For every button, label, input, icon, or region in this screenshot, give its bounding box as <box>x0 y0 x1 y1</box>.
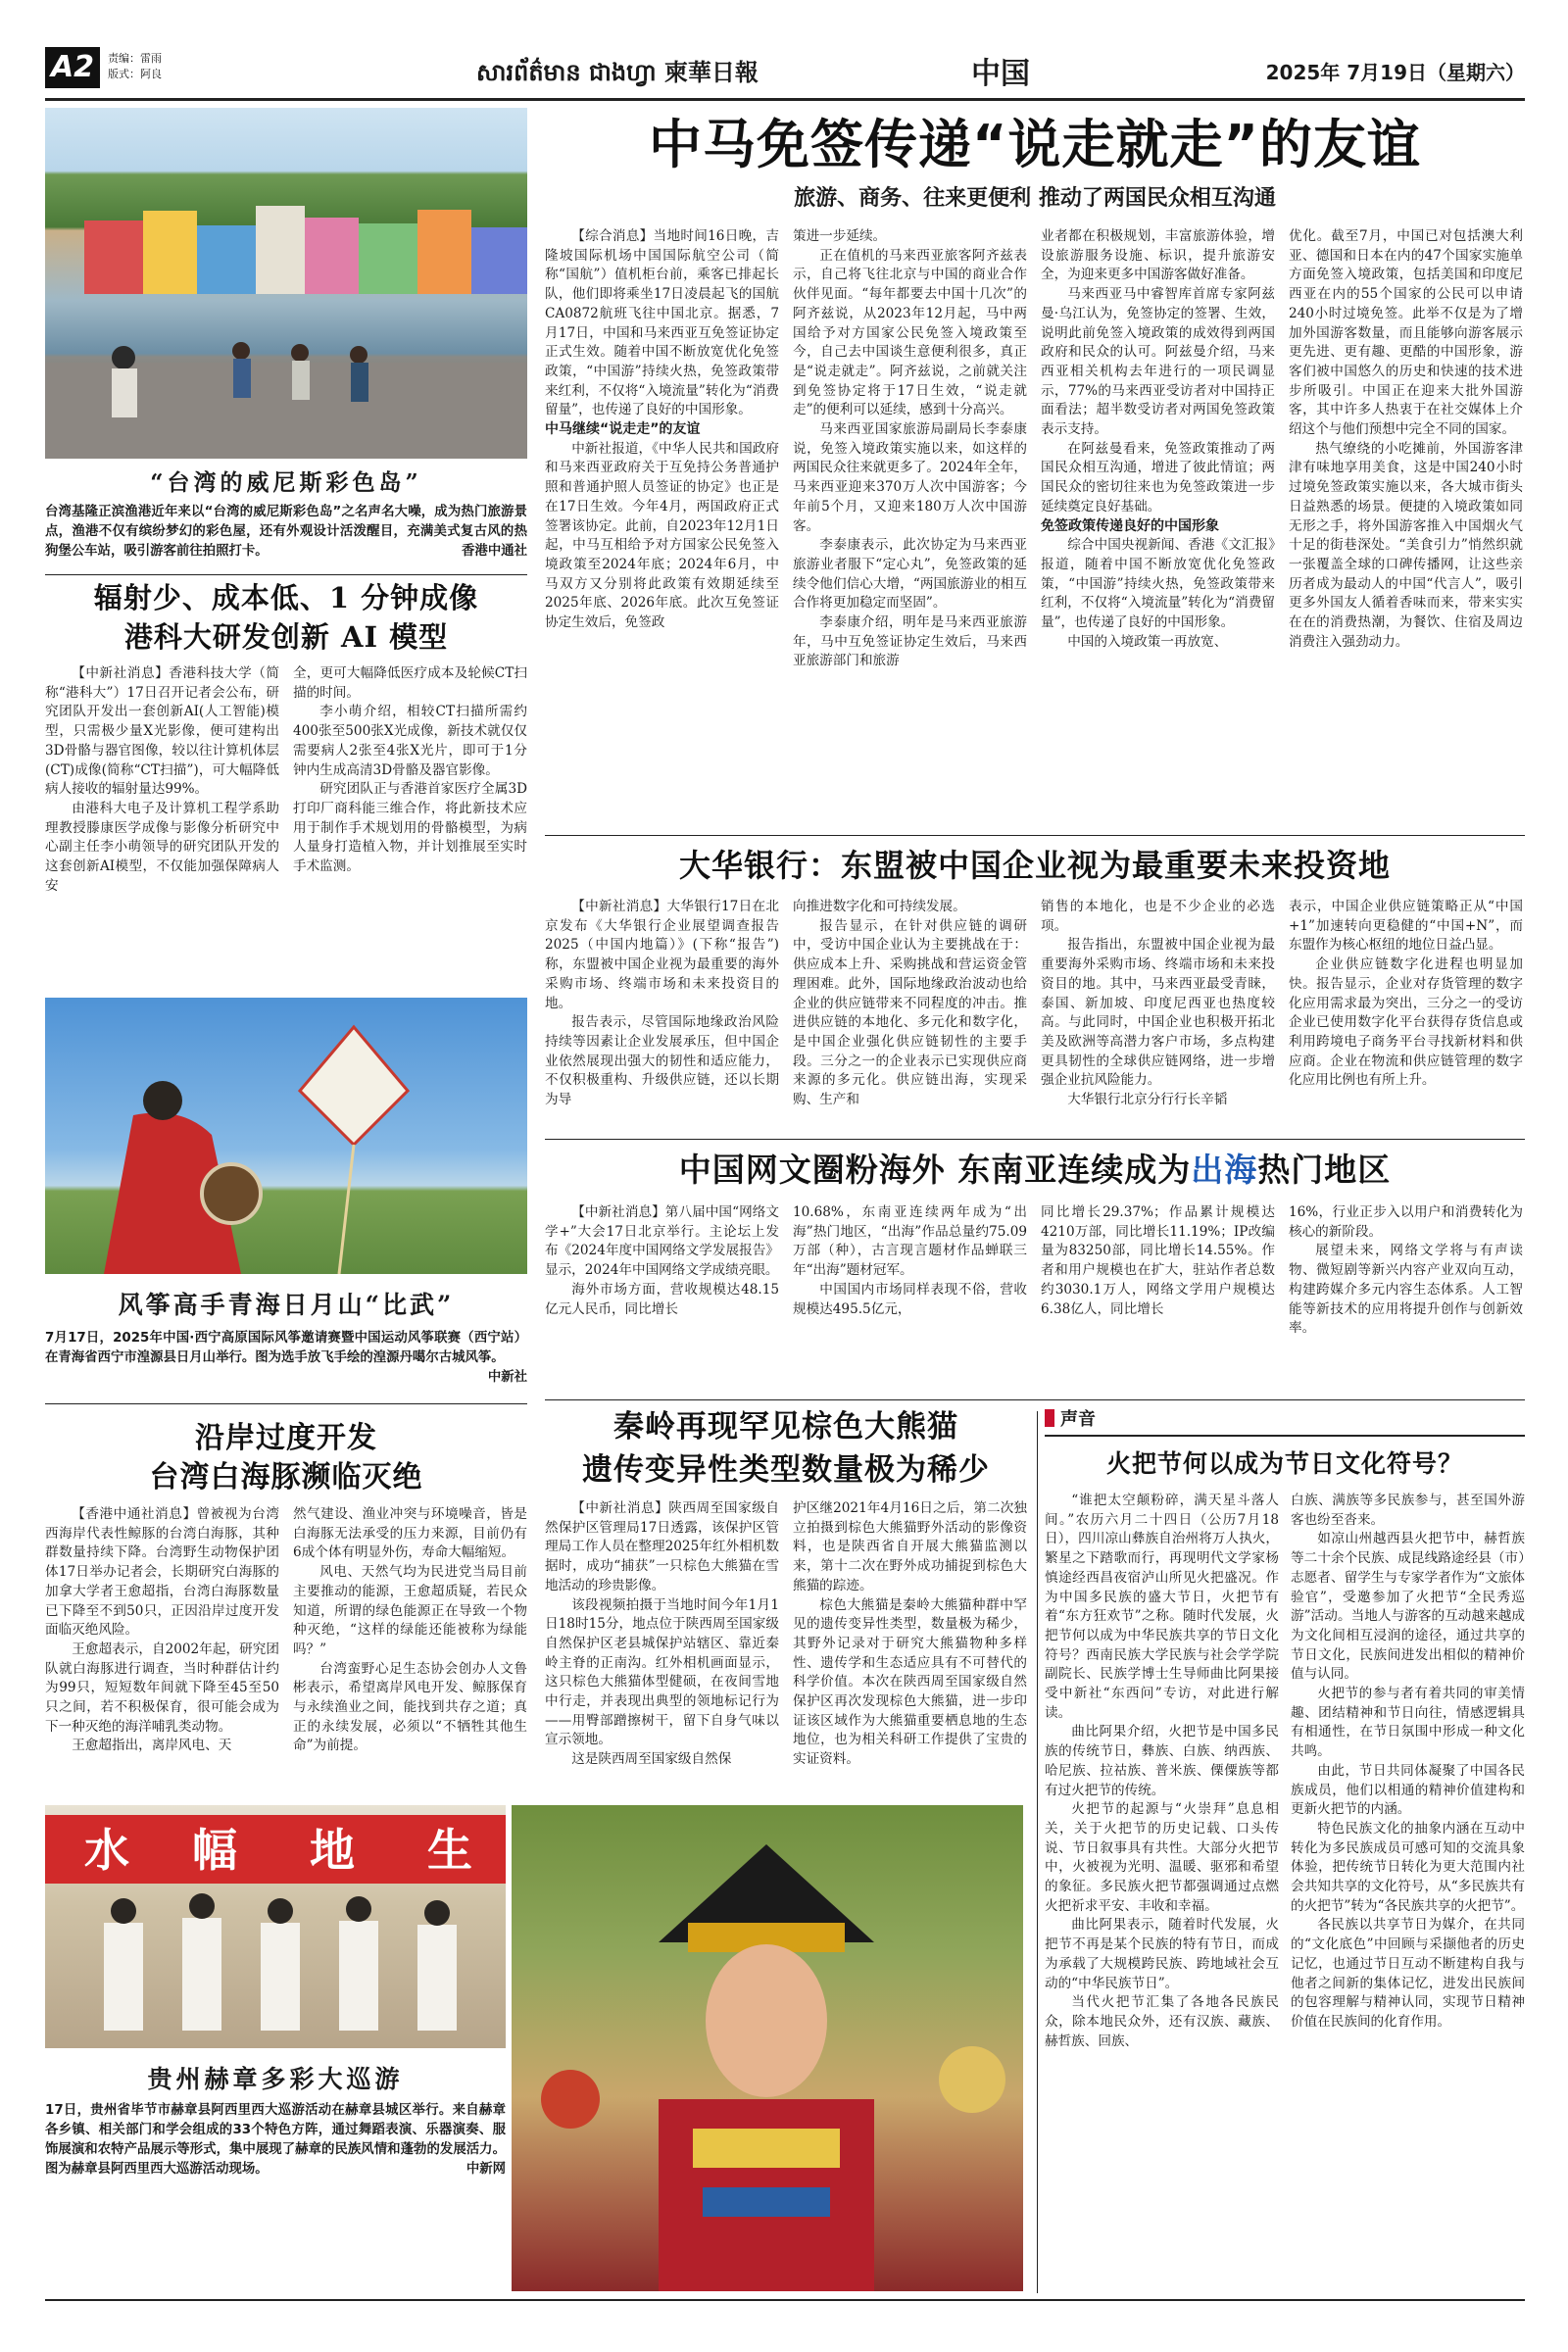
dolphin-headline-1: 沿岸过度开发 <box>195 1421 377 1455</box>
lead-subhead: 旅游、商务、往来更便利 推动了两国民众相互沟通 <box>794 186 1276 211</box>
parade-scene-right <box>512 1805 1023 2291</box>
torch-column-1: “谁把太空颠粉碎，满天星斗落人间。”农历六月二十四日（公历7月18日），四川凉山彝族自治州将万人执火，繁星之下踏歌而行，再现明代文学家杨慎途经西昌夜宿泸山所见火把盛况。作为中国多民族的盛大节日，火把节有着“东方狂欢节”之称。随时代发展，火把节何以成为中华民族共享的节日文化符号？西南民族大学民族与社会学学院副院长、民族学博士生导师曲比阿果接受中新社“东西问”专访，对此进行解读。 曲比阿果介绍，火把节是中国多民族的传统节日，彝族、白族、纳西族、哈尼族、拉祜族、普米族、傈僳族等都有过火把节的传统。 火把节的起源与“火崇拜”息息相关，关于火把节的历史记载、口头传说、节日叙事具有共性。大部分火把节中，火被视为光明、温暖、驱邪和希望的象征。多民族火把节都强调通过点燃火把祈求平安、丰收和幸福。 曲比阿果表示，随着时代发展，火把节不再是某个民族的特有节日，而成为承载了大规模跨民族、跨地域社会互动的“中华民族节日”。 当代火把节汇集了各地各民族民众，除本地民众外，还有汉族、藏族、赫哲族、回族、 <box>1045 1493 1279 2049</box>
panda-column-2: 护区继2021年4月16日之后，第二次独立拍摄到棕色大熊猫野外活动的影像资料，也是陕西省自开展大熊猫监测以来，第十二次在野外成功捕捉到棕色大熊猫的踪迹。 棕色大熊猫是秦岭大熊猫种群中罕见的遗传变异性类型，数量极为稀少，其野外记录对于研究大熊猫物种多样性、遗传学和生态适应具有不可替代的科学价值。本次在陕西周至国家级自然保护区再次发现棕色大熊猫，进一步印证该区域作为大熊猫重要栖息地的生态地位，也为相关科研工作提供了宝贵的实证资料。 <box>793 1500 1027 1768</box>
photo-parade-left <box>45 1805 506 2048</box>
net-headline: 中国网文圈粉海外 东南亚连续成为出海热门地区 <box>678 1151 1392 1189</box>
bank-column-2: 向推进数字化和可持续发展。 报告显示，在针对供应链的调研中，受访中国企业认为主要挑战在于：供应成本上升、采购挑战和营运资金管理困难。此外，国际地缘政治波动也给企业的供应链带来不同程度的冲击。推进供应链的本地化、多元化和数字化，是中国企业强化供应链韧性的主要手段。三分之一的企业表示已实现供应商来源的多元化。供应链出海，实现采购、生产和 <box>793 899 1027 1108</box>
bank-headline: 大华银行：东盟被中国企业视为最重要未来投资地 <box>678 847 1391 884</box>
lead-column-4: 优化。截至7月，中国已对包括澳大利亚、德国和日本在内的47个国家实施单方面免签入境政策，包括美国和印度尼西亚在内的55个国家的公民可以申请240小时过境免签。此举不仅是为了增加外国游客数量，而且能够向游客展示更先进、更有趣、更酷的中国形象，游客们被中国悠久的历史和快速的技术进步所吸引。中国正在迎来大批外国游客，其中许多人热衷于在社交媒体上介绍这个与他们预想中完全不同的国家。 热气缭绕的小吃摊前，外国游客津津有味地享用美食，这是中国240小时过境免签政策实施以来，各大城市街头日益熟悉的场景。便捷的入境政策如同无形之手，将外国游客推入中国烟火气十足的街巷深处。“美食引力”悄然织就一张覆盖全球的口碑传播网，让这些亲历者成为最动人的中国“代言人”，吸引更多外国友人循着香味而来，带来实实在在的消费热潮，为餐饮、住宿及周边消费注入强劲动力。 <box>1289 228 1523 650</box>
panda-headline-1: 秦岭再现罕见棕色大熊猫 <box>613 1409 958 1445</box>
ai-column-1: 【中新社消息】香港科技大学（简称“港科大”）17日召开记者会公布，研究团队开发出一套创新AI(人工智能)模型，只需极少量X光影像，便可建构出3D骨骼与器官图像，较以往计算机体层(CT)成像(简称“CT扫描”)，可大幅降低病人接收的辐射量达99%。 由港科大电子及计算机工程学系助理教授滕康医学成像与影像分析研究中心副主任李小萌领导的研究团队开发的这套创新AI模型，不仅能加强保障病人安 <box>45 665 279 894</box>
article-web-literature <box>545 1145 1525 1394</box>
ai-headline-2: 港科大研发创新 AI 模型 <box>123 620 449 654</box>
divider <box>545 1139 1525 1140</box>
photo1-source: 香港中通社 <box>462 544 527 559</box>
photo2-source: 中新社 <box>487 1370 527 1385</box>
torch-column-2: 白族、满族等多民族参与，甚至国外游客也纷至沓来。 如凉山州越西县火把节中，赫哲族等二十余个民族、成昆线路途经县（市）志愿者、留学生与专家学者作为“文旅体验官”，受邀参加了火把节“全民秀巡游”活动。当地人与游客的互动越来越成为文化间相互浸润的途径，通过共享的节日文化，民族间进发出相似的精神价值与认同。 火把节的参与者有着共同的审美情趣、团结精神和节日向往，情感逻辑具有相通性，在节日氛围中形成一种文化共鸣。 由此，节日共同体凝聚了中国各民族成员，他们以相通的精神价值建构和更新火把节的内涵。 特色民族文化的抽象内涵在互动中转化为多民族成员可感可知的交流具象体验，把传统节日转化为更大范围内社会共知共享的文化符号，从“多民族共有的火把节”转为“各民族共享的火把节”。 各民族以共享节日为媒介，在共同的“文化底色”中回顾与采撷他者的历史记忆，也通过节日互动不断建构自我与他者之间新的集体记忆，进发出民族间的包容理解与精神认同，实现节日精神价值在民族间的化育作用。 <box>1291 1493 1525 2030</box>
photo1-title: “台湾的威尼斯彩色岛” <box>150 469 422 496</box>
banner-char: 水 <box>84 1824 129 1877</box>
torch-headline: 火把节何以成为节日文化符号？ <box>1105 1449 1463 1478</box>
dolphin-column-2: 然气建设、渔业冲突与环境噪音，皆是白海豚无法承受的压力来源，目前仍有6成个体有明显外伤，寿命大幅缩短。 风电、天然气均为民进党当局目前主要推动的能源，王愈超质疑，若民众知道，所谓的绿色能源正在导致一个物种灭绝，“这样的绿能还能被称为绿能吗？” 台湾蛮野心足生态协会创办人文鲁彬表示，希望离岸风电开发、鲸豚保育与永续渔业之间，能找到共存之道；真正的永续发展，必须以“不牺牲其他生命”为前提。 <box>293 1506 527 1754</box>
bank-column-3: 销售的本地化，也是不少企业的必选项。 报告指出，东盟被中国企业视为最重要海外采购市场、终端市场和未来投资目的地。其中，马来西亚最受青睐，泰国、新加坡、印度尼西亚也热度较高。与此同时，中国企业也积极开拓北美及欧洲等高潜力客户市场，多点构建更具韧性的全球供应链网络，进一步增强企业抗风险能力。 大华银行北京分行行长辛韬 <box>1041 899 1275 1108</box>
lead-headline: 中马免签传递“说走就走”的友谊 <box>649 114 1421 175</box>
article-uob <box>545 841 1525 1135</box>
photo-colorful-island <box>45 108 527 459</box>
article-white-dolphin <box>45 1419 527 1788</box>
article-brown-panda <box>545 1405 1027 1799</box>
masthead-rule <box>45 98 1525 101</box>
lead-column-1: 【综合消息】当地时间16日晚，吉隆坡国际机场中国国际航空公司（简称“国航”）值机柜台前，乘客已排起长队，他们即将乘坐17日凌晨起飞的国航CA0872航班飞往中国北京。据悉，7月17日，中国和马来西亚互免签证协定正式生效。随着中国不断放宽优化免签政策，“中国游”持续火热，免签政策带来红利，不仅将“入境流量”转化为“消费留量”，也传递了良好的中国形象。 中马继续“说走走”的友谊 中新社报道，《中华人民共和国政府和马来西亚政府关于互免持公务普通护照和普通护照人员签证的协定》也正是在17日生效。今年4月，两国政府正式签署该协定。此前，自2023年12月1日起，中马互相给予对方国家公民免签入境政策至2024年底；2024年6月，中马双方又分别将此政策有效期延续至2025年底、2026年底。此次互免签证协定生效后，免签政 <box>545 228 779 631</box>
divider <box>45 574 527 575</box>
harbor-scene <box>45 108 527 459</box>
net-headline-highlight: 出海 <box>1191 1151 1258 1189</box>
divider <box>545 1399 1525 1400</box>
photo3-caption: 17日，贵州省毕节市赫章县阿西里西大巡游活动在赫章县城区举行。来自赫章各乡镇、相关部门和学会组成的33个特色方阵，通过舞蹈表演、乐器演奏、服饰展演和农特产品展示等形式，集中展现了赫章的民族风情和蓬勃的发展活力。图为赫章县阿西里西大巡游活动现场。 中新网 <box>45 2101 506 2180</box>
banner-char: 地 <box>310 1824 355 1877</box>
editor-credit: 责编：雷雨 版式：阿良 <box>108 52 162 80</box>
photo2-title: 风筝高手青海日月山“比武” <box>118 1291 455 1319</box>
photo3-source: 中新网 <box>466 2162 506 2177</box>
ai-headline-1: 辐射少、成本低、1 分钟成像 <box>93 581 479 614</box>
article-ai-model <box>45 578 527 990</box>
column-divider <box>1037 1411 1038 2293</box>
issue-date: 2025年 7月19日（星期六） <box>1265 61 1525 84</box>
net-column-1: 【中新社消息】第八届中国“网络文学+”大会17日北京举行。主论坛上发布《2024年度中国网络文学发展报告》显示，2024年中国网络文学成绩亮眼。 海外市场方面，营收规模达48.15亿元人民币，同比增长 <box>545 1204 779 1317</box>
footer-rule <box>45 2299 1525 2301</box>
photo2-caption-block <box>45 1280 527 1388</box>
photo3-title: 贵州赫章多彩大巡游 <box>147 2065 404 2093</box>
article-torch-festival <box>1045 1405 1525 2293</box>
net-column-3: 同比增长29.37%；作品累计规模达4210万部，同比增长11.19%；IP改编量为83250部，同比增长14.55%。作者和用户规模也在扩大，驻站作者总数约3030.1万人，网络文学用户规模达6.38亿人，同比增长 <box>1041 1204 1275 1317</box>
dolphin-headline-2: 台湾白海豚濒临灭绝 <box>149 1460 423 1494</box>
lead-column-3: 业者都在积极规划，丰富旅游体验，增设旅游服务设施、标识，提升旅游安全，为迎来更多中国游客做好准备。 马来西亚马中睿智库首席专家阿兹曼·乌江认为，免签协定的签署、生效，说明此前免签入境政策的成效得到两国政府和民众的认可。阿兹曼介绍，马来西亚相关机构去年进行的一项民调显示，77%的马来西亚受访者对中国持正面看法；超半数受访者对两国免签政策表示支持。 在阿兹曼看来，免签政策推动了两国民众相互沟通，增进了彼此情谊；两国民众的密切往来也为免签政策进一步延续奠定良好基础。 免签政策传递良好的中国形象 综合中国央视新闻、香港《文汇报》报道，随着中国不断放宽优化免签政策，“中国游”持续火热，免签政策带来红利，不仅将“入境流量”转化为“消费留量”，也传递了良好的中国形象。 中国的入境政策一再放宽、 <box>1041 228 1275 650</box>
bank-column-1: 【中新社消息】大华银行17日在北京发布《大华银行企业展望调查报告2025（中国内地篇）》(下称“报告”)称，东盟被中国企业视为最重要的海外采购市场、终端市场和未来投资目的地。 报告表示，尽管国际地缘政治风险持续等因素让企业发展承压，但中国企业依然展现出强大的韧性和适应能力，不仅积极重构、升级供应链，还以长期为导 <box>545 899 779 1108</box>
net-column-2: 10.68%，东南亚连续两年成为“出海”热门地区，“出海”作品总量约75.09万部（种），古言现言题材作品蝉联三年“出海”题材冠军。 中国国内市场同样表现不俗，营收规模达495.5亿元， <box>793 1204 1027 1317</box>
divider <box>45 1403 527 1404</box>
photo-kite <box>45 998 527 1274</box>
photo2-caption: 7月17日，2025年中国·西宁高原国际风筝邀请赛暨中国运动风筝联赛（西宁站）在青海省西宁市湟源县日月山举行。图为选手放飞手绘的湟源丹噶尔古城风筝。 中新社 <box>45 1329 527 1368</box>
masthead <box>45 45 1525 94</box>
photo3-caption-block <box>45 2050 506 2203</box>
article-visa-free <box>545 108 1525 833</box>
net-column-4: 16%，行业正步入以用户和消费转化为核心的新阶段。 展望未来，网络文学将与有声读物、微短剧等新兴内容产业双向互动，构建跨媒介多元内容生态体系。人工智能等新技术的应用将提升创作与创新效率。 <box>1289 1204 1523 1337</box>
photo1-caption-block <box>45 465 527 570</box>
dolphin-column-1: 【香港中通社消息】曾被视为台湾西海岸代表性鲸豚的台湾白海豚，其种群数量持续下降。台湾野生动物保护团体17日举办记者会，长期研究白海豚的加拿大学者王愈超指，台湾白海豚数量已下降至不到50只，正因沿岸过度开发面临灭绝风险。 王愈超表示，自2002年起，研究团队就白海豚进行调查，当时种群估计约为99只，短短数年间就下降至45至50只之间，若不积极保育，很可能会成为下一种灭绝的海洋哺乳类动物。 王愈超指出，离岸风电、天 <box>45 1506 279 1754</box>
kite-scene <box>45 998 527 1274</box>
label-marker <box>1045 1409 1054 1427</box>
paper-name: សារព័ត៌មាន ជាងហ្វា 柬華日報 <box>476 58 759 86</box>
ai-column-2: 全，更可大幅降低医疗成本及轮候CT扫描的时间。 李小萌介绍，相较CT扫描所需约400张至500张X光成像，新技术就仅仅需要病人2张至4张X光片，即可于1分钟内生成高清3D骨骼及器官影像。 研究团队正与香港首家医疗全属3D打印厂商科能三维合作，将此新技术应用于制作手术规划用的骨骼模型，为病人量身打造植入物，并计划推展至实时手术监测。 <box>293 665 527 875</box>
bank-column-4: 表示，中国企业供应链策略正从“中国+1”加速转向更稳健的“中国+N”，而东盟作为核心枢纽的地位日益凸显。 企业供应链数字化进程也明显加快。报告显示，企业对存货管理的数字化应用需求最为突出，三分之一的受访企业已使用数字化平台获得存货信息或利用跨境电子商务平台寻找新材料和供应商。企业在物流和供应链管理的数字化应用比例也有所上升。 <box>1289 899 1523 1089</box>
photo-parade-right <box>512 1805 1023 2291</box>
parade-scene-left <box>45 1805 506 2048</box>
divider <box>545 835 1525 836</box>
voice-label: 声音 <box>1045 1405 1525 1431</box>
panda-headline-2: 遗传变异性类型数量极为稀少 <box>582 1452 990 1488</box>
lead-column-2: 策进一步延续。 正在值机的马来西亚旅客阿齐兹表示，自己将飞往北京与中国的商业合作伙伴见面。“每年都要去中国十几次”的阿齐兹说，从2023年12月起，马中两国给予对方国家公民免签入境政策至今，自己去中国谈生意便利很多，真正是“说走就走”。阿齐兹说，之前就关注到免签协定将于17日生效，“说走就走”的便利可以延续，感到十分高兴。 马来西亚国家旅游局副局长李泰康说，免签入境政策实施以来，如这样的两国民众往来就更多了。2024年全年，马来西亚迎来370万人次中国游客；今年前5个月，又迎来180万人次中国游客。 李泰康表示，此次协定为马来西亚旅游业者服下“定心丸”，免签政策的延续令他们信心大增，“两国旅游业的相互合作将更加稳定而坚固”。 李泰康介绍，明年是马来西亚旅游年，马中互免签证协定生效后，马来西亚旅游部门和旅游 <box>793 228 1027 669</box>
panda-column-1: 【中新社消息】陕西周至国家级自然保护区管理局17日透露，该保护区管理局工作人员在整理2025年红外相机数据时，成功“捕获”一只棕色大熊猫在雪地活动的珍贵影像。 该段视频拍摄于当地时间今年1月1日18时15分，地点位于陕西周至国家级自然保护区老县城保护站辖区、靠近秦岭主脊的正南沟。红外相机画面显示，这只棕色大熊猫体型健硕，在夜间雪地中行走，并表现出典型的领地标记行为——用臀部蹭擦树干，留下自身气味以宣示领地。 这是陕西周至国家级自然保 <box>545 1500 779 1768</box>
banner-char: 幅 <box>192 1824 237 1877</box>
photo1-caption: 台湾基隆正滨渔港近年来以“台湾的威尼斯彩色岛”之名声名大噪，成为热门旅游景点，渔港不仅有缤纷梦幻的彩色屋，还有外观设计活泼醒目，充满美式复古风的热狗堡公车站，吸引游客前往拍照打卡。 香港中通社 <box>45 503 527 562</box>
voice-rule <box>1045 1435 1525 1437</box>
banner-char: 生 <box>427 1824 472 1877</box>
page-code: A2 <box>45 47 100 88</box>
section-name: 中国 <box>971 57 1030 91</box>
